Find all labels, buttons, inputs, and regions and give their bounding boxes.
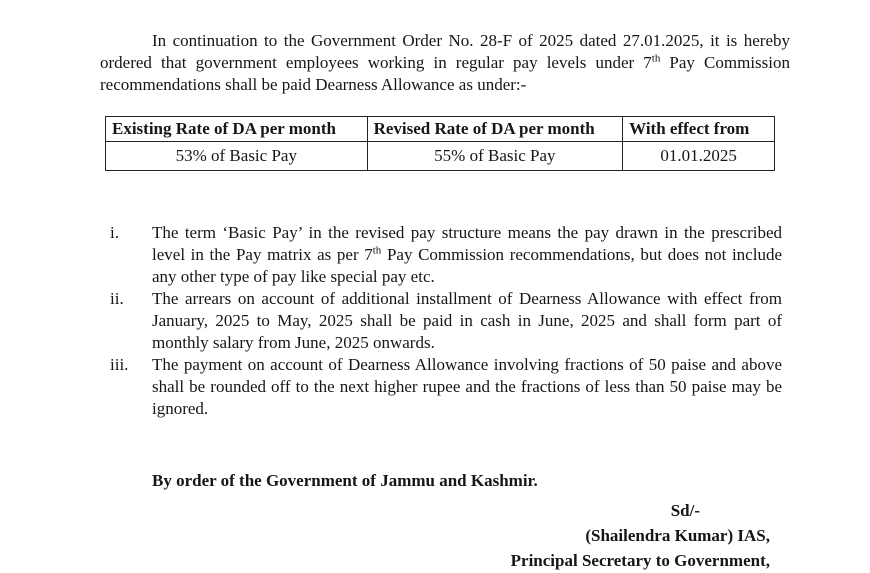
intro-line-3-sup: th bbox=[651, 52, 661, 65]
table-row bbox=[106, 142, 775, 171]
list-item bbox=[110, 354, 782, 420]
intro-line-1: In continuation to the Government Order No. 28-F of 2025 dated 27.01.2025, bbox=[152, 31, 704, 50]
signature-block bbox=[450, 498, 770, 573]
item-text: The arrears on account of additional installment of Dearness Allowance with effect from January, 2025 to May, 2025 shall be paid in cash in June, 2025 and shall form part of monthly salary from June, 2025 onwards. bbox=[152, 289, 782, 352]
intro-line-3-pre: 7 bbox=[643, 53, 652, 72]
list-item bbox=[110, 288, 782, 354]
item-text-post: Pay Commission recommendations, but does not include any other type of pay like special pay etc. bbox=[152, 245, 782, 286]
signatory-name: (Shailendra Kumar) IAS, bbox=[585, 526, 770, 545]
item-text: The payment on account of Dearness Allowance involving fractions of 50 paise and above shall be rounded off to the next higher rupee and the fractions of less than 50 paise may be ignored. bbox=[152, 355, 782, 418]
list-item bbox=[110, 222, 782, 288]
order-line: By order of the Government of Jammu and Kashmir. bbox=[152, 471, 538, 490]
header-existing-rate: Existing Rate of DA per month bbox=[106, 117, 368, 142]
intro-line-2: it is hereby ordered that government employees working in regular pay levels under bbox=[100, 31, 791, 72]
cell-effective-date: 01.01.2025 bbox=[623, 142, 775, 171]
item-text-sup: th bbox=[372, 244, 382, 257]
signatory-designation: Principal Secretary to Government, bbox=[510, 551, 770, 570]
item-number: i. bbox=[110, 223, 119, 242]
header-effective-date: With effect from bbox=[623, 117, 775, 142]
header-revised-rate: Revised Rate of DA per month bbox=[367, 117, 623, 142]
cell-revised-rate: 55% of Basic Pay bbox=[367, 142, 623, 171]
item-number: ii. bbox=[110, 289, 124, 308]
da-rate-table bbox=[105, 116, 775, 171]
conditions-list bbox=[110, 222, 782, 420]
intro-paragraph bbox=[100, 30, 790, 96]
intro-line-3-post: Pay Commission recommendations shall be paid Dearness Allowance as under:- bbox=[100, 53, 790, 94]
cell-existing-rate: 53% of Basic Pay bbox=[106, 142, 368, 171]
item-text bbox=[152, 222, 782, 288]
table-header-row bbox=[106, 117, 775, 142]
item-text-pre: The term ‘Basic Pay’ in the revised pay structure means the pay drawn in the prescribed level in the Pay matrix as per 7 bbox=[152, 223, 782, 264]
signature-sd: Sd/- bbox=[670, 501, 700, 520]
item-number: iii. bbox=[110, 355, 129, 374]
